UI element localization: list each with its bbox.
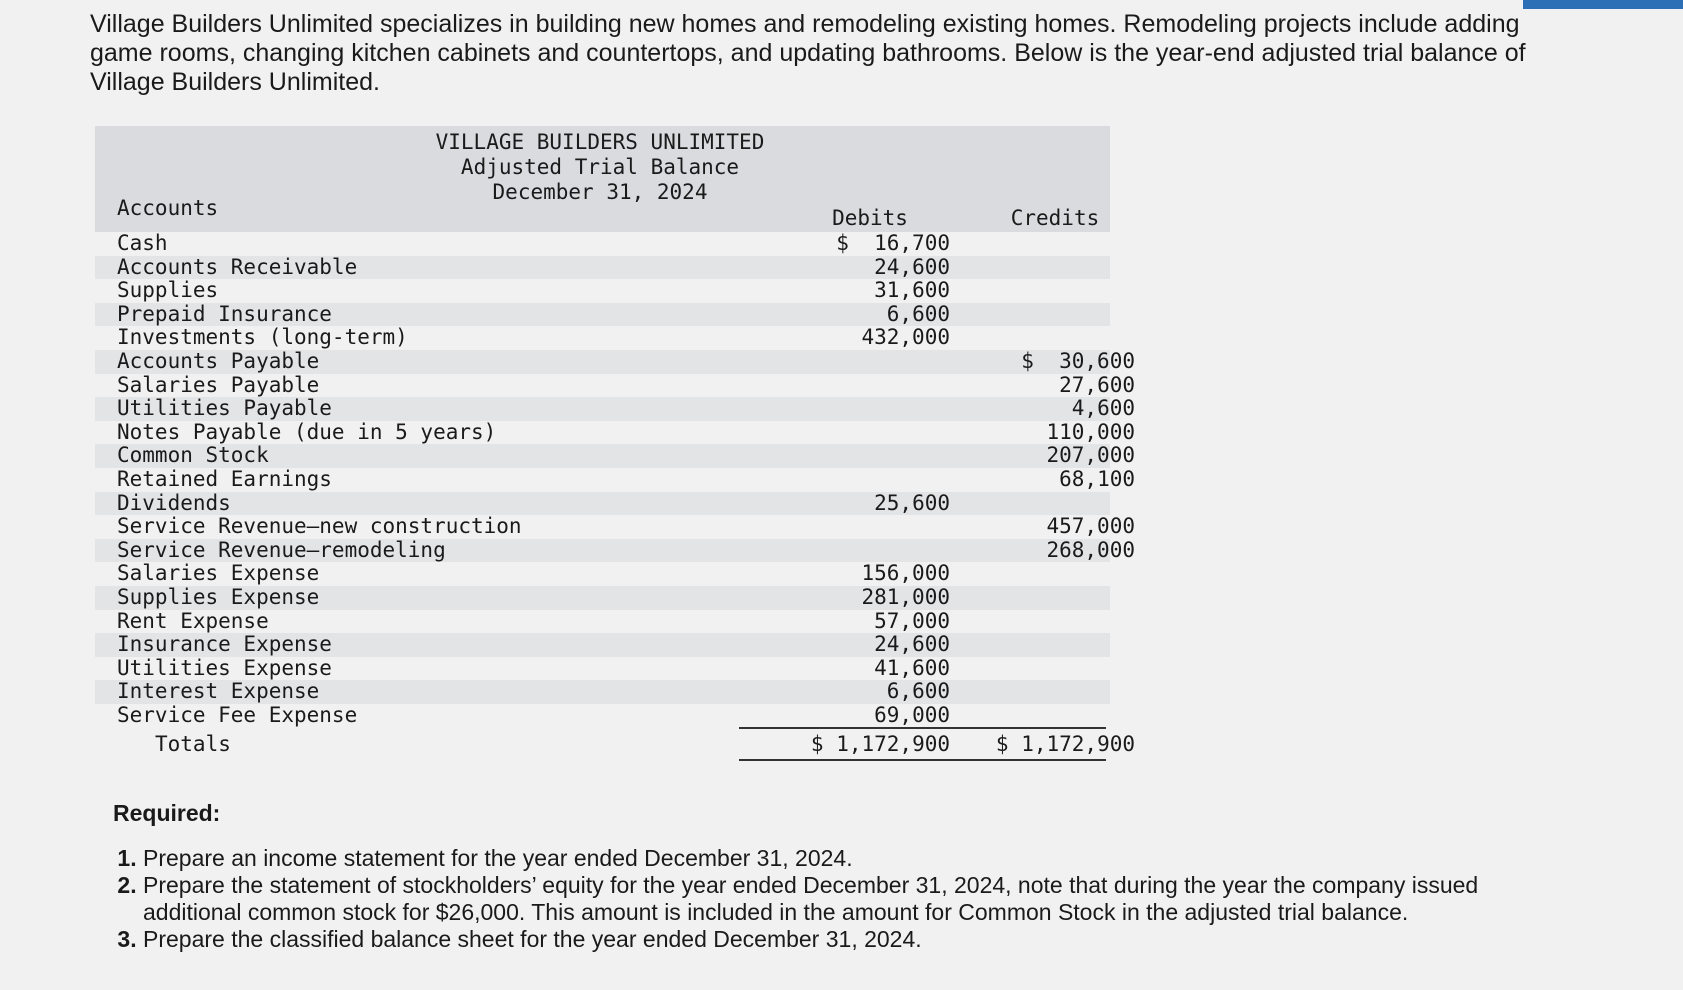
- trial-balance-row: [95, 562, 1110, 586]
- totals-row: [95, 727, 1135, 761]
- debits-column-header: Debits: [832, 206, 908, 230]
- trial-balance-header: [95, 126, 1110, 232]
- trial-balance-row: [95, 303, 1110, 327]
- account-name: Service Revenue—new construction: [117, 514, 522, 539]
- trial-balance-body: [95, 231, 1135, 727]
- account-name: Notes Payable (due in 5 years): [117, 419, 497, 444]
- trial-balance-row: [95, 279, 1110, 303]
- account-name: Utilities Expense: [117, 655, 332, 680]
- trial-balance-row: [95, 419, 1135, 445]
- debit-amount: 432,000: [861, 325, 950, 350]
- trial-balance-row: [95, 492, 1110, 516]
- required-section: [113, 800, 1563, 953]
- account-name: Investments (long-term): [117, 325, 408, 350]
- credit-amount: 4,600: [1071, 396, 1135, 421]
- trial-balance-row: [95, 657, 1110, 681]
- trial-balance-row: [95, 396, 1135, 421]
- account-name: Salaries Expense: [117, 561, 320, 586]
- intro-paragraph: Village Builders Unlimited specializes in building new homes and remodeling existing homes. Remodeling projects include adding game rooms, changing kitchen cabinets and countertops, and updating bathrooms. Below is the year-end adjusted trial balance of Village Builders Unlimited.: [90, 10, 1526, 96]
- account-name: Supplies: [117, 278, 219, 303]
- trial-balance-table: [95, 126, 1135, 761]
- credit-amount: 68,100: [1059, 466, 1135, 491]
- debit-amount: 156,000: [861, 561, 950, 586]
- totals-double-rule: [739, 759, 1106, 761]
- credit-amount: 457,000: [1046, 514, 1135, 539]
- totals-debit: $ 1,172,900: [810, 732, 950, 757]
- debit-amount: 57,000: [874, 608, 950, 633]
- debit-amount: 41,600: [874, 655, 950, 680]
- account-name: Salaries Payable: [117, 372, 320, 397]
- statement-date: December 31, 2024: [492, 180, 708, 204]
- account-name: Supplies Expense: [117, 584, 320, 609]
- credits-column-header: Credits: [1010, 206, 1100, 230]
- credit-amount: 207,000: [1046, 443, 1135, 468]
- account-name: Utilities Payable: [117, 396, 332, 421]
- trial-balance-row: [95, 537, 1135, 563]
- trial-balance-title: [430, 130, 770, 205]
- account-name: Common Stock: [117, 443, 269, 468]
- trial-balance-row: [95, 232, 1110, 256]
- account-name: Service Fee Expense: [117, 702, 358, 727]
- credit-amount: 27,600: [1059, 372, 1135, 397]
- trial-balance-row: [95, 514, 1135, 539]
- account-name: Insurance Expense: [117, 632, 332, 657]
- trial-balance-row: [95, 443, 1135, 468]
- trial-balance-row: [95, 326, 1110, 350]
- account-name: Interest Expense: [117, 679, 320, 704]
- required-item: 1. Prepare an income statement for the year ended December 31, 2024.: [143, 845, 1563, 872]
- credit-amount: 268,000: [1046, 537, 1135, 562]
- company-name: VILLAGE BUILDERS UNLIMITED: [435, 130, 765, 154]
- account-name: Rent Expense: [117, 608, 269, 633]
- debit-amount: 25,600: [874, 490, 950, 515]
- required-list: [113, 845, 1563, 953]
- trial-balance-row: [95, 466, 1135, 492]
- account-name: Accounts Payable: [117, 348, 320, 373]
- top-accent-bar: [1523, 0, 1683, 9]
- trial-balance-row: [95, 633, 1110, 657]
- credit-amount: $ 30,600: [1021, 348, 1135, 373]
- required-heading: Required:: [113, 800, 221, 826]
- debit-amount: 281,000: [861, 584, 950, 609]
- totals-credit: $ 1,172,900: [995, 732, 1135, 757]
- debit-amount: 69,000: [874, 702, 950, 727]
- debit-amount: $ 16,700: [836, 231, 950, 255]
- trial-balance-row: [95, 610, 1110, 634]
- debit-amount: 6,600: [886, 301, 950, 326]
- credit-amount: 110,000: [1046, 419, 1135, 444]
- statement-name: Adjusted Trial Balance: [460, 155, 740, 179]
- required-item: 2. Prepare the statement of stockholders’ equity for the year ended December 31, 2024, note that during the year the company issued additional common stock for $26,000. This amount is included in the amount for Common Stock in the adjusted trial balance.: [143, 872, 1563, 926]
- account-name: Service Revenue—remodeling: [117, 537, 446, 562]
- debit-amount: 6,600: [886, 679, 950, 704]
- account-name: Dividends: [117, 490, 231, 515]
- trial-balance-row: [95, 704, 1110, 728]
- account-name: Prepaid Insurance: [117, 301, 332, 326]
- trial-balance-row: [95, 586, 1110, 610]
- debit-amount: 31,600: [874, 278, 950, 303]
- debit-amount: 24,600: [874, 254, 950, 279]
- accounts-column-header: Accounts: [117, 196, 219, 220]
- account-name: Accounts Receivable: [117, 254, 358, 279]
- account-name: Retained Earnings: [117, 466, 332, 491]
- debit-amount: 24,600: [874, 632, 950, 657]
- trial-balance-row: [95, 372, 1135, 398]
- account-name: Cash: [117, 231, 168, 255]
- required-item: 3. Prepare the classified balance sheet for the year ended December 31, 2024.: [143, 926, 1563, 953]
- trial-balance-row: [95, 680, 1110, 704]
- trial-balance-row: [95, 256, 1110, 280]
- trial-balance-row: [95, 348, 1135, 374]
- totals-label: Totals: [155, 732, 231, 757]
